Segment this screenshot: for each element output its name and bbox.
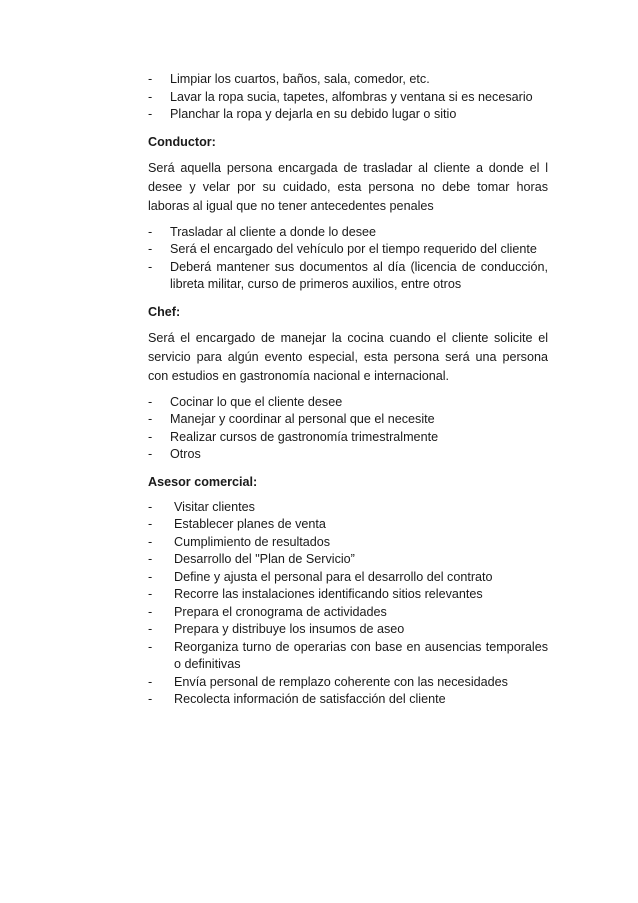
list-item: - Cumplimiento de resultados [148,534,548,552]
bullet-dash: - [148,552,153,566]
list-item: - Planchar la ropa y dejarla en su debido lugar o sitio [148,106,548,124]
list-item: - Manejar y coordinar al personal que el necesite [148,411,548,429]
list-item: - Reorganiza turno de operarias con base en ausencias temporales o definitivas [148,639,548,671]
bullet-dash: - [148,89,153,104]
bullet-dash: - [148,394,153,409]
bullet-dash: - [148,674,153,689]
list-item: - Prepara y distribuye los insumos de aseo [148,621,548,639]
list-item: - Trasladar al cliente a donde lo desee [148,224,548,242]
bullet-dash: - [148,224,153,239]
bullet-dash: - [148,534,153,549]
list-item: - Otros [148,446,548,464]
list-item: - Será el encargado del vehículo por el tiempo requerido del cliente [148,241,548,259]
bullet-dash: - [148,587,153,601]
list-item: - Realizar cursos de gastronomía trimestralmente [148,429,548,447]
bullet-dash: - [148,107,153,121]
section-heading-chef: Chef: [148,304,181,319]
bullet-dash: - [148,692,153,706]
section-heading-conductor: Conductor: [148,134,216,149]
conductor-paragraph: Será aquella persona encargada de trasladar al cliente a donde el l desee y velar por su cuidado, esta persona no debe tomar horas laboras al igual que no tener antecedentes penales [148,160,548,213]
list-item: - Visitar clientes [148,499,548,517]
list-item: - Envía personal de remplazo coherente con las necesidades [148,674,548,692]
bullet-dash: - [148,429,153,444]
bullet-dash: - [148,412,153,426]
bullet-dash: - [148,569,153,584]
chef-list [148,394,548,464]
bullet-dash: - [148,604,153,619]
bullet-dash: - [148,259,153,274]
bullet-dash: - [148,242,153,256]
list-item: - Cocinar lo que el cliente desee [148,394,548,412]
list-item: - Lavar la ropa sucia, tapetes, alfombras y ventana si es necesario [148,89,548,107]
intro-list [148,71,548,124]
document-body [148,71,548,709]
list-item: - Limpiar los cuartos, baños, sala, comedor, etc. [148,71,548,89]
list-item: - Recorre las instalaciones identificando sitios relevantes [148,586,548,604]
conductor-list [148,224,548,294]
bullet-dash: - [148,499,153,514]
bullet-dash: - [148,639,153,654]
list-item: - Define y ajusta el personal para el desarrollo del contrato [148,569,548,587]
section-heading-asesor: Asesor comercial: [148,474,258,489]
chef-paragraph: Será el encargado de manejar la cocina cuando el cliente solicite el servicio para algún evento especial, esta persona será una persona con estudios en gastronomía nacional e internacional. [148,330,548,383]
list-item: - Prepara el cronograma de actividades [148,604,548,622]
list-item: - Deberá mantener sus documentos al día (licencia de conducción, libreta militar, curso de primeros auxilios, entre otros [148,259,548,291]
list-item: - Desarrollo del "Plan de Servicio” [148,551,548,569]
bullet-dash: - [148,447,153,461]
bullet-dash: - [148,622,153,636]
asesor-list [148,499,548,709]
list-item: - Recolecta información de satisfacción del cliente [148,691,548,709]
bullet-dash: - [148,72,153,86]
bullet-dash: - [148,517,153,531]
list-item: - Establecer planes de venta [148,516,548,534]
